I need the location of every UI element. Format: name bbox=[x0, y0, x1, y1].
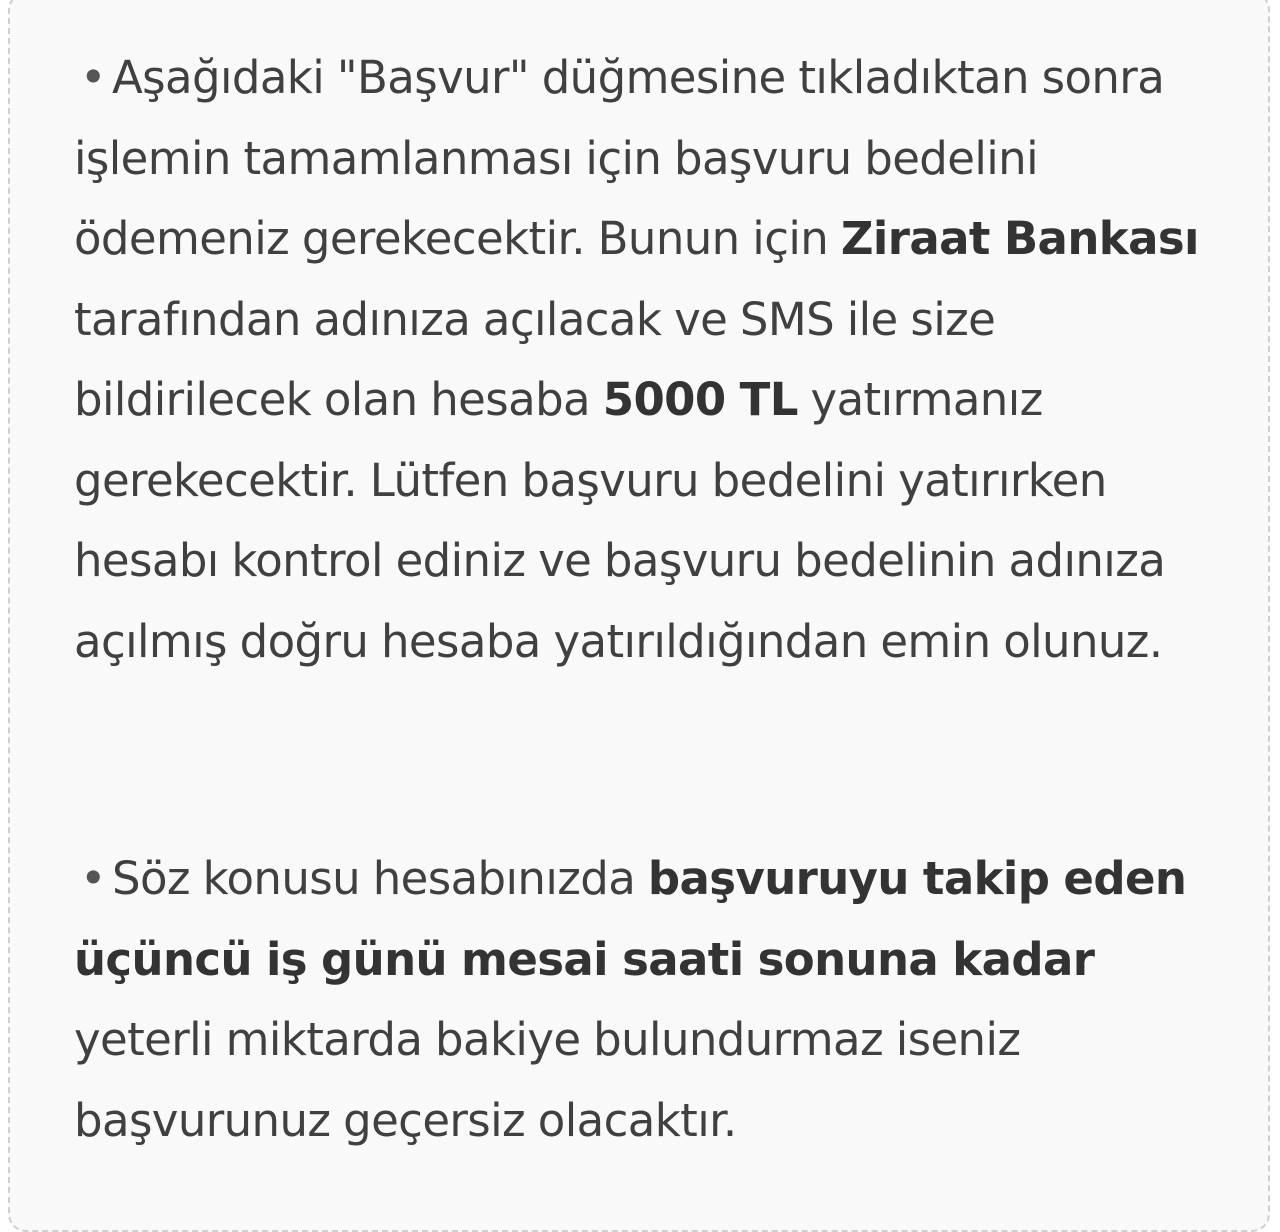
bullet-icon: • bbox=[80, 51, 106, 104]
paragraph-text: yatırmanız gerekecektir. Lütfen başvuru bedelini yatırırken hesabı kontrol ediniz ve başvuru bedelinin adınıza açılmış doğru hesaba yatırıldığından emin olunuz. bbox=[74, 373, 1166, 668]
fee-amount: 5000 TL bbox=[602, 373, 798, 426]
payment-instructions-paragraph bbox=[74, 38, 1234, 682]
deadline-text: başvuruyu takip eden üçüncü iş günü mesai saati sonuna kadar bbox=[74, 852, 1187, 986]
paragraph-text: Aşağıdaki "Başvur" düğmesine tıkladıktan sonra işlemin tamamlanması için başvuru bedelini ödemeniz gerekecektir. Bunun için bbox=[74, 51, 1165, 265]
info-notice-panel bbox=[8, 0, 1270, 1232]
paragraph-text: Söz konusu hesabınızda bbox=[112, 852, 648, 905]
balance-deadline-paragraph bbox=[74, 839, 1234, 1161]
bank-name: Ziraat Bankası bbox=[840, 212, 1199, 265]
paragraph-text: tarafından adınıza açılacak ve SMS ile size bildirilecek olan hesaba bbox=[74, 292, 996, 426]
bullet-icon: • bbox=[80, 852, 106, 905]
paragraph-text: yeterli miktarda bakiye bulundurmaz iseniz başvurunuz geçersiz olacaktır. bbox=[74, 1013, 1021, 1147]
